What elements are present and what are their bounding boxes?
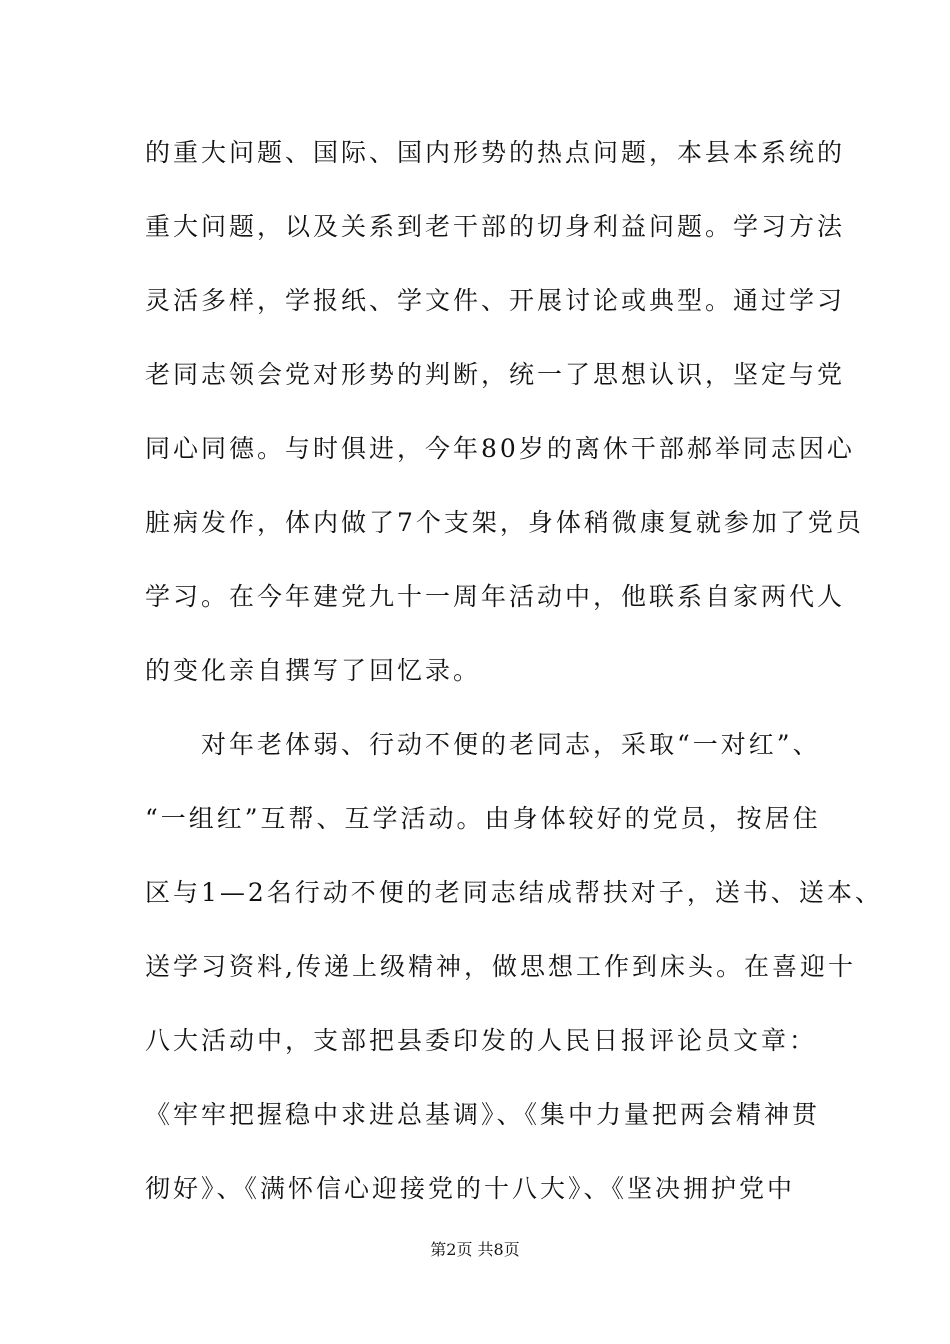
text-line: 八大活动中，支部把县委印发的人民日报评论员文章： [145,1026,818,1055]
text-line: “一组红”互帮、互学活动。由身体较好的党员，按居住 [145,804,821,833]
text-line: 的变化亲自撰写了回忆录。 [145,656,482,685]
text-line: 脏病发作，体内做了7个支架，身体稍微康复就参加了党员 [145,508,864,537]
text-line: 同心同德。与时俱进，今年80岁的离休干部郝举同志因心 [145,434,855,463]
body-text [145,126,883,1236]
text-line: 区与1—2名行动不便的老同志结成帮扶对子，送书、送本、 [145,878,883,907]
text-line: 对年老体弱、行动不便的老同志，采取“一对红”、 [145,730,821,759]
text-line: 彻好》、《满怀信心迎接党的十八大》、《坚决拥护党中 [145,1174,796,1203]
page-footer [0,1238,950,1262]
text-line: 学习。在今年建党九十一周年活动中，他联系自家两代人 [145,582,846,611]
text-line: 灵活多样，学报纸、学文件、开展讨论或典型。通过学习 [145,286,846,315]
text-line: 《牢牢把握稳中求进总基调》、《集中力量把两会精神贯 [145,1100,821,1129]
text-line: 重大问题，以及关系到老干部的切身利益问题。学习方法 [145,212,846,241]
text-line: 的重大问题、国际、国内形势的热点问题，本县本系统的 [145,138,846,167]
text-line: 老同志领会党对形势的判断，统一了思想认识，坚定与党 [145,360,846,389]
text-line: 送学习资料,传递上级精神，做思想工作到床头。在喜迎十 [145,952,856,981]
page-indicator: 第2页 共8页 [430,1240,520,1259]
